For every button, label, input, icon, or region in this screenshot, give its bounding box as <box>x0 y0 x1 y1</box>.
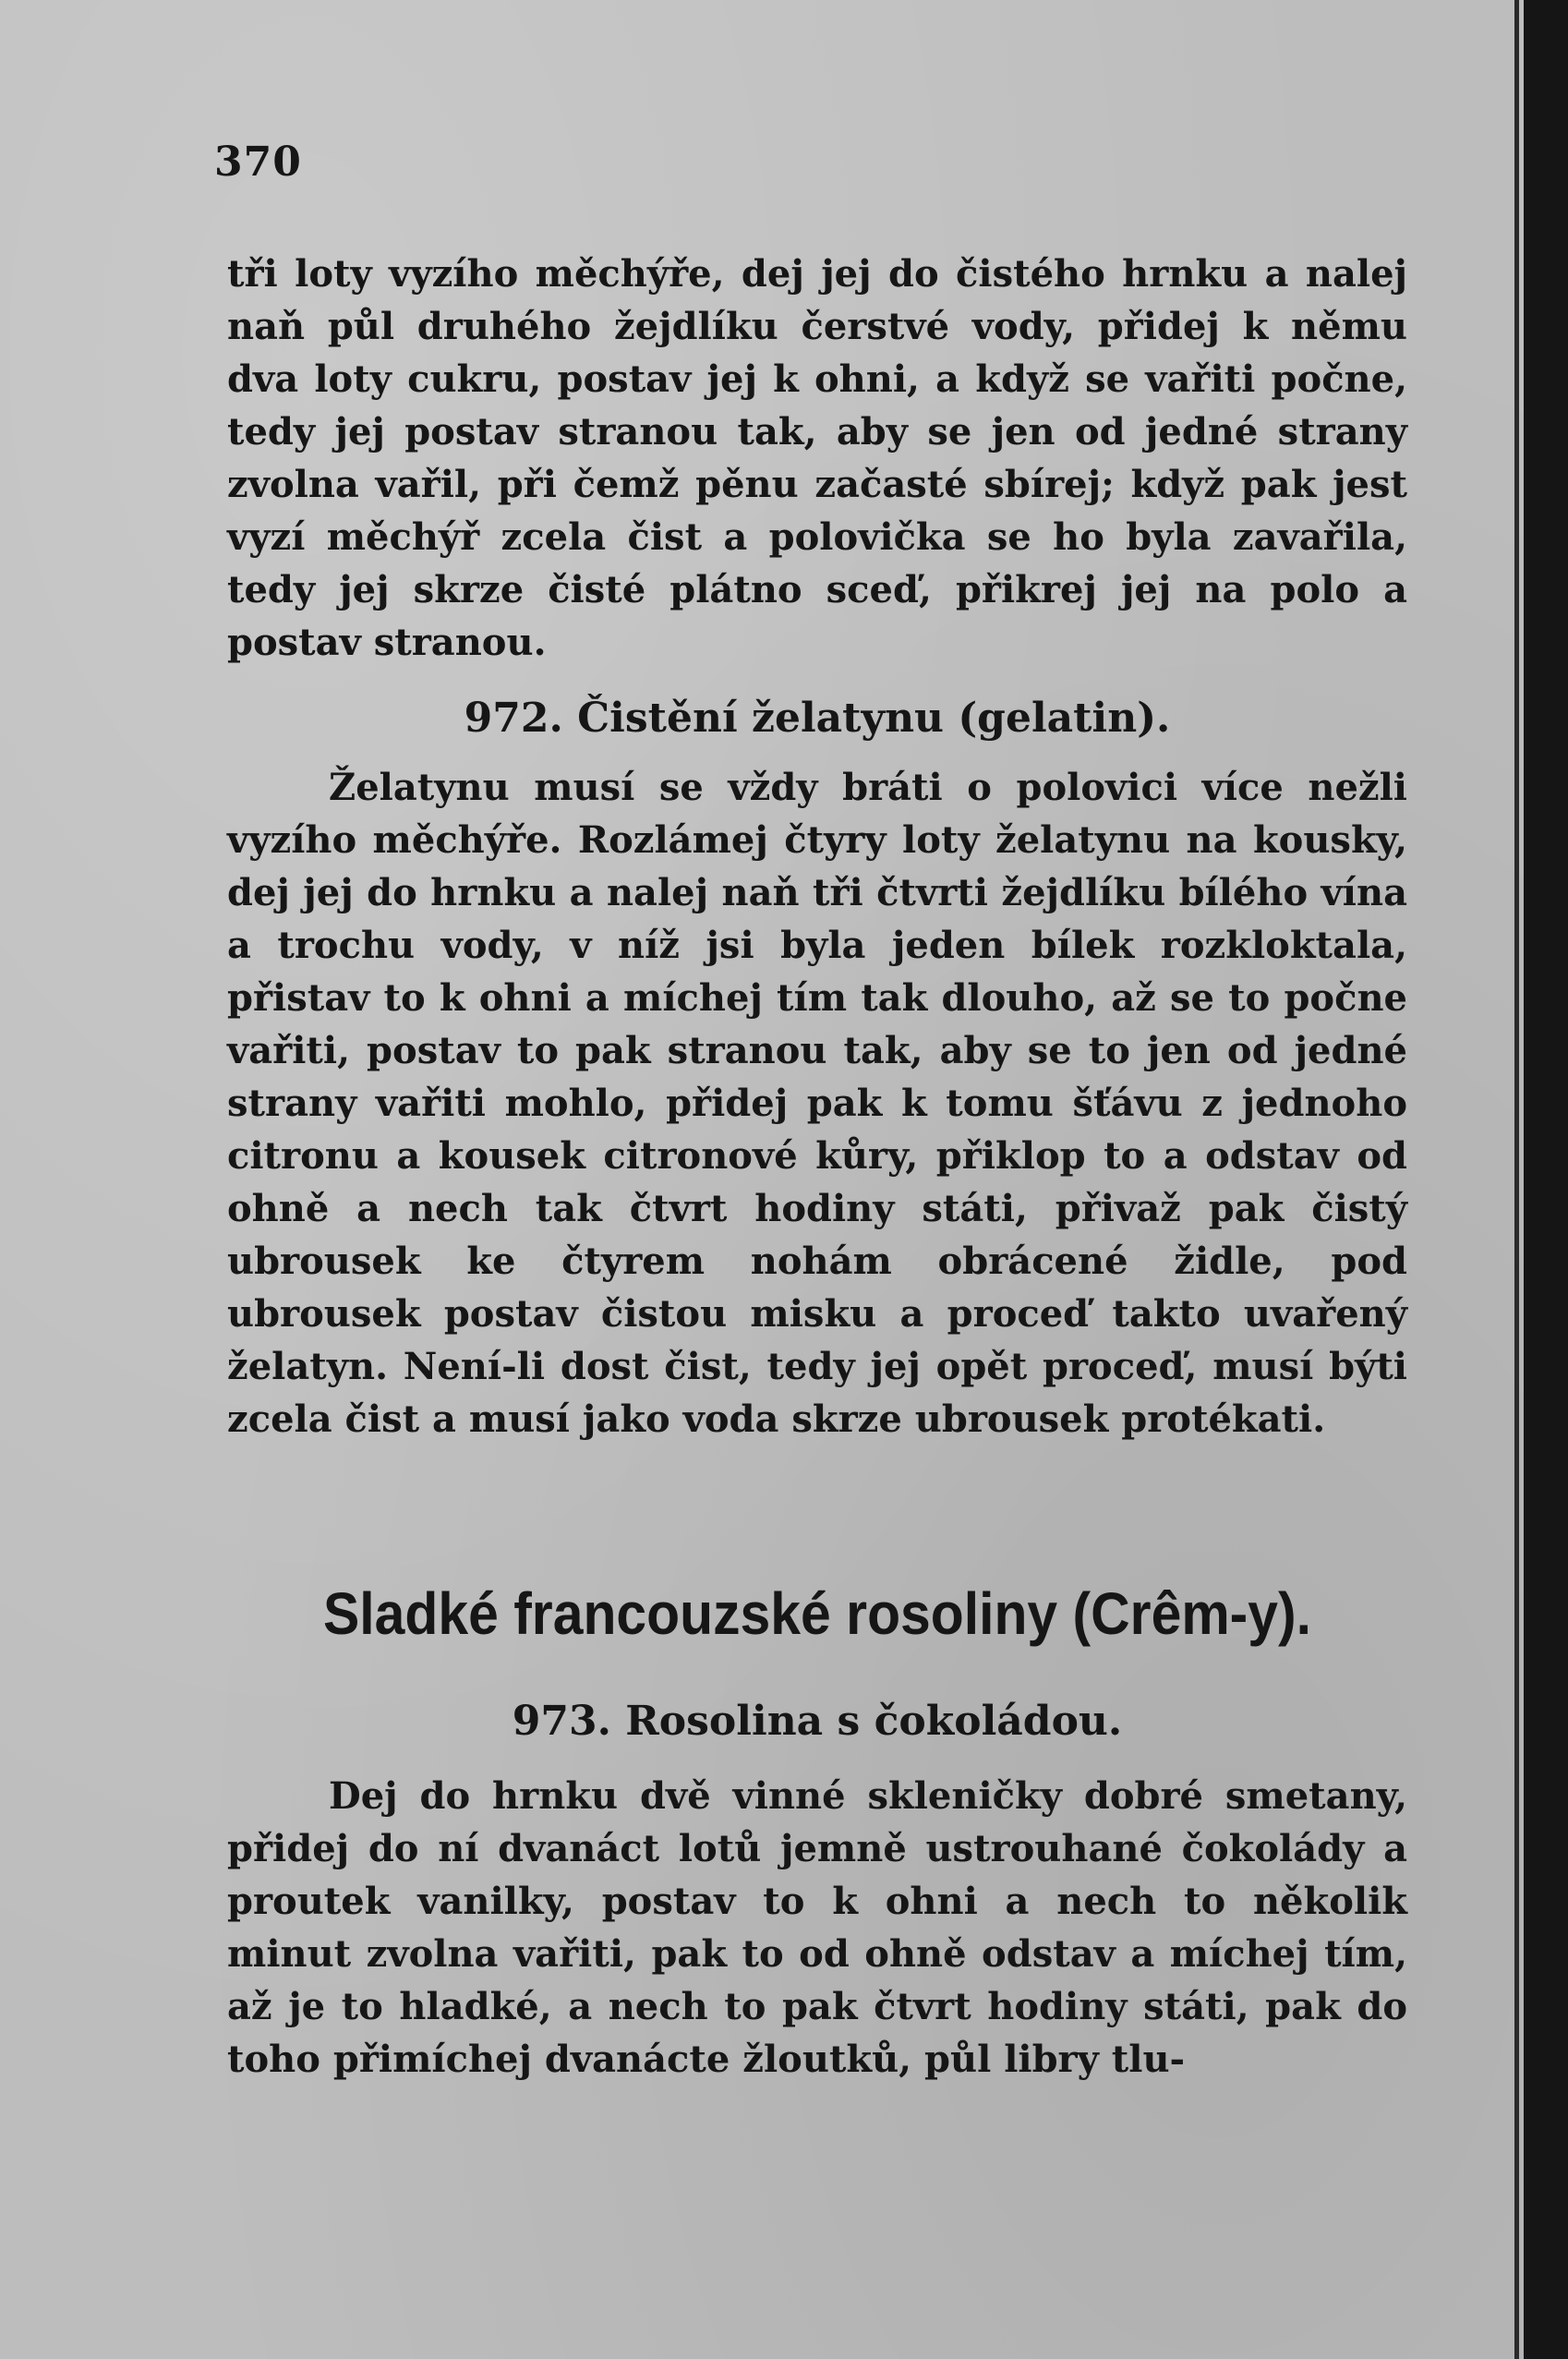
section-title: Sladké francouzské rosoliny (Crêm-y). <box>323 1580 1311 1647</box>
paragraph-text: tři loty vyzího měchýře, dej jej do čistého hrnku a nalej naň půl druhého žejdlíku čerstvé vody, přidej k němu dva loty cukru, postav jej k ohni, a když se vařiti počne, tedy jej postav stranou tak, aby se jen od jedné strany zvolna vařil, při čemž pěnu začasté sbírej; když pak jest vyzí měchýř zcela čist a polovička se ho byla zavařila, tedy jej skrze čisté plátno sceď, přikrej jej na polo a postav stranou. <box>227 252 1407 664</box>
recipe-973-heading: 973. Rosolina s čokoládou. <box>512 1698 1123 1745</box>
recipe-972-heading: 972. Čistění želatynu (gelatin). <box>464 695 1171 742</box>
recipe-972-text: Želatynu musí se vždy bráti o polovici více nežli vyzího měchýře. Rozlámej čtyry loty želatynu na kousky, dej jej do hrnku a nalej naň tři čtvrti žejdlíku bílého vína a trochu vody, v níž jsi byla jeden bílek rozkloktala, přistav to k ohni a míchej tím tak dlouho, až se to počne vařiti, postav to pak stranou tak, aby se to jen od jedné strany vařiti mohlo, přidej pak k tomu šťávu z jednoho citronu a kousek citronové kůry, přiklop to a odstav od ohně a nech tak čtvrt hodiny státi, přivaž pak čistý ubrousek ke čtyrem nohám obrácené židle, pod ubrousek postav čistou misku a proceď takto uvařený želatyn. Není-li dost čist, tedy jej opět proceď, musí býti zcela čist a musí jako voda skrze ubrousek protékati. <box>227 766 1407 1441</box>
scan-border <box>1524 0 1568 2359</box>
paragraph-continued <box>227 248 1407 669</box>
recipe-972-body <box>227 761 1407 1446</box>
page-number: 370 <box>214 139 302 186</box>
recipe-973-text: Dej do hrnku dvě vinné skleničky dobré smetany, přidej do ní dvanáct lotů jemně ustrouhané čokolády a proutek vanilky, postav to k ohni a nech to několik minut zvolna vařiti, pak to od ohně odstav a míchej tím, až je to hladké, a nech to pak čtvrt hodiny státi, pak do toho přimíchej dvanácte žloutků, půl libry tlu- <box>227 1774 1407 2081</box>
recipe-973-body <box>227 1770 1407 2086</box>
page-edge-line <box>1514 0 1519 2359</box>
